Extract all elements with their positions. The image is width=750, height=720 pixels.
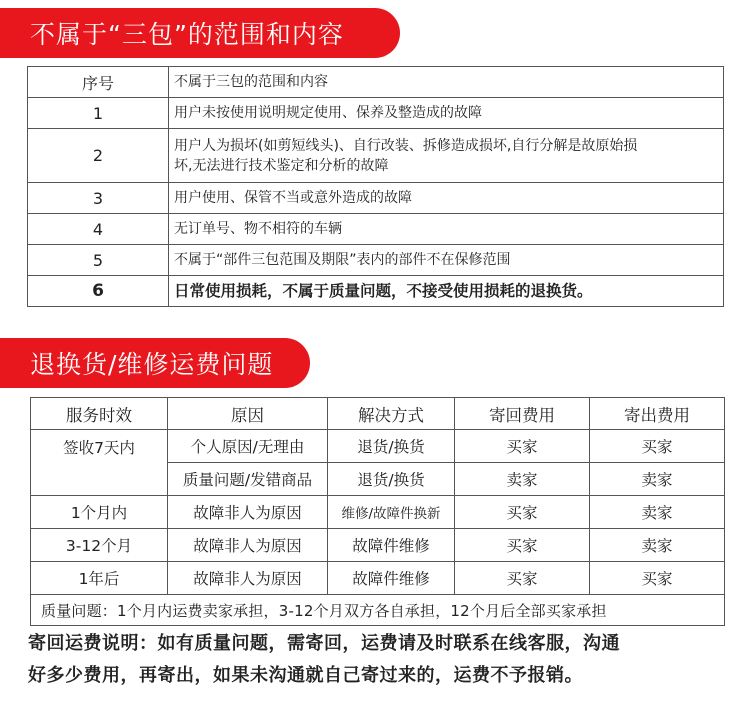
cell-reason: 故障非人为原因: [168, 562, 328, 595]
row-text: 不属于“部件三包范围及期限”表内的部件不在保修范围: [169, 245, 724, 276]
explanation-line1: 寄回运费说明：如有质量问题，需寄回，运费请及时联系在线客服，沟通: [28, 633, 620, 654]
table-row: [28, 183, 724, 214]
non-warranty-table: [27, 66, 724, 307]
cell-method: 退货/换货: [328, 463, 455, 496]
cell-reason: 质量问题/发错商品: [168, 463, 328, 496]
row-no: 3: [28, 183, 169, 214]
row-no: 6: [28, 276, 169, 307]
cell-reason: 故障非人为原因: [168, 529, 328, 562]
cell-ship-fee: 卖家: [590, 529, 725, 562]
shipping-fee-table: [30, 397, 725, 626]
table-header-row: [31, 398, 725, 430]
header-period: 服务时效: [31, 398, 168, 430]
table-note-row: [31, 595, 725, 626]
header-method: 解决方式: [328, 398, 455, 430]
row-text: [169, 129, 724, 183]
cell-return-fee: 买家: [455, 430, 590, 463]
shipping-explanation: [28, 628, 728, 692]
cell-method: 故障件维修: [328, 529, 455, 562]
table-row: [28, 98, 724, 129]
cell-reason: 故障非人为原因: [168, 496, 328, 529]
cell-ship-fee: 卖家: [590, 496, 725, 529]
row-no: 2: [28, 129, 169, 183]
row-no: 5: [28, 245, 169, 276]
header-return-fee: 寄回费用: [455, 398, 590, 430]
header-ship-fee: 寄出费用: [590, 398, 725, 430]
cell-return-fee: 买家: [455, 496, 590, 529]
table-row: [28, 245, 724, 276]
cell-period: 1年后: [31, 562, 168, 595]
table-row: [28, 129, 724, 183]
table-row: [31, 562, 725, 595]
row-text: 日常使用损耗，不属于质量问题，不接受使用损耗的退换货。: [169, 276, 724, 307]
header-no: 序号: [28, 67, 169, 98]
cell-ship-fee: 买家: [590, 430, 725, 463]
section2-title-banner: [0, 338, 310, 388]
section2-title: 退换货/维修运费问题: [30, 350, 274, 379]
explanation-line2: 好多少费用，再寄出，如果未沟通就自己寄过来的，运费不予报销。: [28, 665, 583, 686]
cell-method: 维修/故障件换新: [328, 496, 455, 529]
row-no: 1: [28, 98, 169, 129]
row-text-line2: 坏,无法进行技术鉴定和分析的故障: [174, 157, 389, 174]
table-row: [31, 529, 725, 562]
cell-ship-fee: 卖家: [590, 463, 725, 496]
cell-return-fee: 卖家: [455, 463, 590, 496]
row-text: 无订单号、物不相符的车辆: [169, 214, 724, 245]
cell-ship-fee: 买家: [590, 562, 725, 595]
row-text: 用户使用、保管不当或意外造成的故障: [169, 183, 724, 214]
header-content: 不属于三包的范围和内容: [169, 67, 724, 98]
cell-period: 签收7天内: [31, 430, 168, 496]
cell-period: 3-12个月: [31, 529, 168, 562]
table-row: [28, 214, 724, 245]
header-reason: 原因: [168, 398, 328, 430]
table-row: [31, 496, 725, 529]
quality-note: 质量问题：1个月内运费卖家承担，3-12个月双方各自承担，12个月后全部买家承担: [31, 595, 725, 626]
section1-title-banner: [0, 8, 400, 58]
table-row: [31, 430, 725, 463]
cell-return-fee: 买家: [455, 529, 590, 562]
cell-method: 故障件维修: [328, 562, 455, 595]
cell-return-fee: 买家: [455, 562, 590, 595]
section1-title: 不属于“三包”的范围和内容: [30, 20, 344, 49]
row-no: 4: [28, 214, 169, 245]
cell-reason: 个人原因/无理由: [168, 430, 328, 463]
cell-method: 退货/换货: [328, 430, 455, 463]
table-header-row: [28, 67, 724, 98]
cell-period: 1个月内: [31, 496, 168, 529]
row-text: 用户未按使用说明规定使用、保养及整造成的故障: [169, 98, 724, 129]
table-row: [28, 276, 724, 307]
row-text-line1: 用户人为损坏(如剪短线头)、自行改装、拆修造成损坏,自行分解是故原始损: [174, 137, 638, 154]
